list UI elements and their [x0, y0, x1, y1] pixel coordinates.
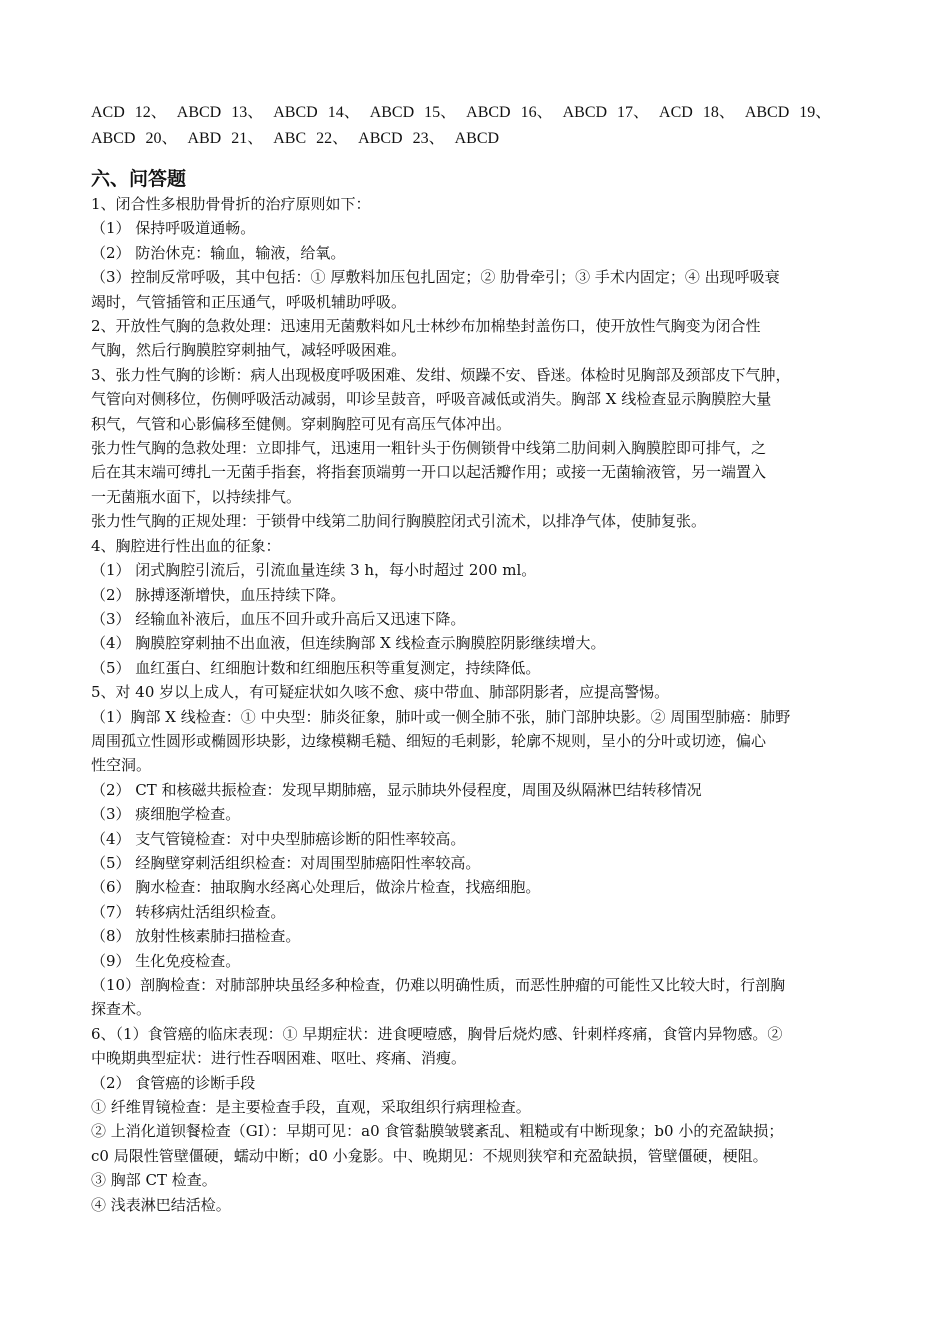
- text-line: （1） 闭式胸腔引流后，引流血量连续 3 h，每小时超过 200 ml。: [91, 561, 537, 580]
- text-line: （2） 防治休克：输血，输液，给氧。: [91, 243, 346, 262]
- answer-key-line-2: ABCD 20、 ABD 21、 ABC 22、 ABCD 23、 ABCD: [91, 130, 500, 147]
- text-line: 竭时，气管插管和正压通气，呼吸机辅助呼吸。: [91, 292, 407, 311]
- text-line: （4） 支气管镜检查：对中央型肺癌诊断的阳性率较高。: [91, 829, 466, 848]
- text-line: （2） CT 和核磁共振检查：发现早期肺癌，显示肺块外侵程度，周围及纵隔淋巴结转移情况: [91, 780, 702, 799]
- answer-key-line-1: ACD 12、 ABCD 13、 ABCD 14、 ABCD 15、 ABCD 16、 ABCD 17、 ACD 18、 ABCD 19、: [91, 104, 832, 121]
- text-line: （10）剖胸检查：对肺部肿块虽经多种检查，仍难以明确性质，而恶性肿瘤的可能性又比较大时，行剖胸: [91, 976, 786, 994]
- text-line: 2、开放性气胸的急救处理：迅速用无菌敷料如凡士林纱布加棉垫封盖伤口，使开放性气胸变为闭合性: [91, 317, 761, 336]
- text-line: ③ 胸部 CT 检查。: [91, 1171, 217, 1190]
- text-line: （2） 食管癌的诊断手段: [91, 1073, 256, 1092]
- text-line: （4） 胸膜腔穿刺抽不出血液，但连续胸部 X 线检查示胸膜腔阴影继续增大。: [91, 634, 606, 653]
- text-line: 周围孤立性圆形或椭圆形块影，边缘模糊毛糙、细短的毛刺影，轮廓不规则，呈小的分叶或切迹，偏心: [91, 731, 767, 750]
- text-line: （1） 保持呼吸道通畅。: [91, 219, 256, 238]
- text-line: 探查术。: [91, 1000, 152, 1019]
- text-line: 1、闭合性多根肋骨骨折的治疗原则如下：: [91, 195, 371, 213]
- text-line: （3）控制反常呼吸，其中包括：① 厚敷料加压包扎固定；② 肋骨牵引；③ 手术内固定；④ 出现呼吸衰: [91, 268, 780, 287]
- text-line: 5、对 40 岁以上成人，有可疑症状如久咳不愈、痰中带血、肺部阴影者，应提高警惕。: [91, 683, 670, 702]
- text-line: c0 局限性管壁僵硬，蠕动中断；d0 小龛影。中、晚期见：不规则狭窄和充盈缺损，管壁僵硬，梗阻。: [91, 1146, 768, 1165]
- text-line: 性空洞。: [91, 756, 152, 775]
- text-line: （3） 经输血补液后，血压不回升或升高后又迅速下降。: [91, 609, 466, 628]
- text-line: 4、胸腔进行性出血的征象：: [91, 536, 281, 555]
- text-line: （7） 转移病灶活组织检查。: [91, 902, 286, 921]
- text-line: （3） 痰细胞学检查。: [91, 805, 241, 824]
- text-line: ① 纤维胃镜检查：是主要检查手段，直观，采取组织行病理检查。: [91, 1098, 531, 1117]
- text-line: 3、张力性气胸的诊断：病人出现极度呼吸困难、发绀、烦躁不安、昏迷。体检时见胸部及颈部皮下气肿，: [91, 365, 791, 384]
- text-line: 张力性气胸的急救处理：立即排气，迅速用一粗针头于伤侧锁骨中线第二肋间刺入胸膜腔即可排气，之: [91, 439, 767, 458]
- text-line: 后在其末端可缚扎一无菌手指套，将指套顶端剪一开口以起活瓣作用；或接一无菌输液管，另一端置入: [91, 463, 767, 482]
- text-line: 张力性气胸的正规处理：于锁骨中线第二肋间行胸膜腔闭式引流术，以排净气体，使肺复张。: [91, 512, 707, 531]
- answer-body: [91, 192, 863, 1217]
- text-line: （5） 经胸壁穿刺活组织检查：对周围型肺癌阳性率较高。: [91, 853, 481, 872]
- text-line: （6） 胸水检查：抽取胸水经离心处理后，做涂片检查，找癌细胞。: [91, 878, 541, 897]
- text-line: （1）胸部 X 线检查：① 中央型：肺炎征象，肺叶或一侧全肺不张，肺门部肿块影。② 周围型肺癌：肺野: [91, 707, 791, 726]
- text-line: 中晚期典型症状：进行性吞咽困难、呕吐、疼痛、消瘦。: [91, 1049, 467, 1068]
- text-line: 气胸，然后行胸膜腔穿刺抽气，减轻呼吸困难。: [91, 341, 407, 360]
- text-line: （9） 生化免疫检查。: [91, 951, 241, 970]
- text-line: （5） 血红蛋白、红细胞计数和红细胞压积等重复测定，持续降低。: [91, 658, 541, 677]
- text-line: 气管向对侧移位，伤侧呼吸活动减弱，叩诊呈鼓音，呼吸音减低或消失。胸部 X 线检查显示胸膜腔大量: [91, 390, 772, 409]
- text-line: ② 上消化道钡餐检查（GI）：早期可见：a0 食管黏膜皱襞紊乱、粗糙或有中断现象；b0 小的充盈缺损；: [91, 1122, 784, 1141]
- text-line: 6、（1）食管癌的临床表现：① 早期症状：进食哽噎感，胸骨后烧灼感、针刺样疼痛，食管内异物感。②: [91, 1024, 783, 1043]
- section-title: 六、问答题: [91, 168, 187, 190]
- text-line: 积气，气管和心影偏移至健侧。穿刺胸腔可见有高压气体冲出。: [91, 414, 512, 433]
- text-line: （8） 放射性核素肺扫描检查。: [91, 927, 301, 946]
- text-line: 一无菌瓶水面下，以持续排气。: [91, 487, 302, 506]
- text-line: （2） 脉搏逐渐增快，血压持续下降。: [91, 585, 346, 604]
- document-page: [91, 100, 863, 1217]
- text-line: ④ 浅表淋巴结活检。: [91, 1195, 231, 1214]
